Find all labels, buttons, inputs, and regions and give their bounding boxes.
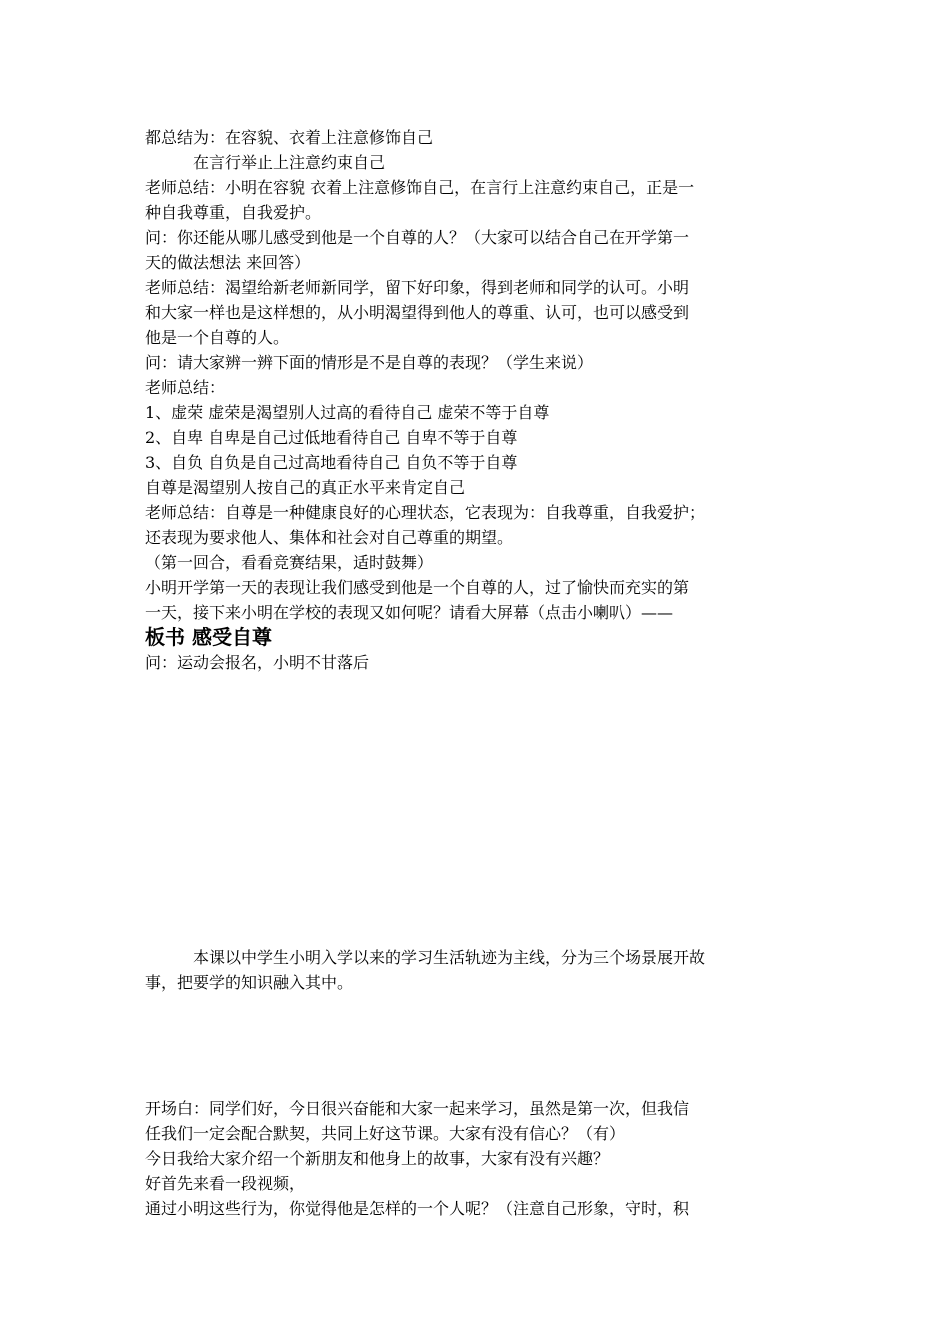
text-line: 都总结为：在容貌、衣着上注意修饰自己 [145,128,434,147]
text-line: 老师总结：小明在容貌 衣着上注意修饰自己，在言行上注意约束自己，正是一 [145,178,695,197]
text-line: 问：你还能从哪儿感受到他是一个自尊的人？（大家可以结合自己在开学第一 [145,228,690,247]
text-line: 任我们一定会配合默契，共同上好这节课。大家有没有信心？（有） [145,1124,626,1143]
text-line: 通过小明这些行为，你觉得他是怎样的一个人呢？（注意自己形象，守时，积 [145,1199,690,1218]
text-line: 种自我尊重，自我爱护。 [145,203,322,222]
text-line: 自尊是渴望别人按自己的真正水平来肯定自己 [145,478,466,497]
text-line: 开场白：同学们好，今日很兴奋能和大家一起来学习，虽然是第一次，但我信 [145,1099,690,1118]
text-line: 老师总结：渴望给新老师新同学，留下好印象，得到老师和同学的认可。小明 [145,278,690,297]
section-c [145,945,810,995]
text-line: 2、自卑 自卑是自己过低地看待自己 自卑不等于自尊 [145,428,518,447]
text-line: （第一回合，看看竞赛结果，适时鼓舞） [145,553,434,572]
text-line: 好首先来看一段视频， [145,1174,306,1193]
text-line: 老师总结：自尊是一种健康良好的心理状态，它表现为：自我尊重，自我爱护； [145,503,706,522]
section-a [145,125,810,675]
text-line: 今日我给大家介绍一个新朋友和他身上的故事，大家有没有兴趣？ [145,1149,610,1168]
text-line: 老师总结： [145,378,226,397]
text-line: 1、虚荣 虚荣是渴望别人过高的看待自己 虚荣不等于自尊 [145,403,550,422]
text-line: 3、自负 自负是自己过高地看待自己 自负不等于自尊 [145,453,518,472]
text-line: 事，把要学的知识融入其中。 [145,973,354,992]
text-line: 小明开学第一天的表现让我们感受到他是一个自尊的人，过了愉快而充实的第 [145,578,690,597]
text-line: 问：请大家辨一辨下面的情形是不是自尊的表现？（学生来说） [145,353,594,372]
text-line: 一天，接下来小明在学校的表现又如何呢？请看大屏幕（点击小喇叭）—— [145,603,674,622]
text-line: 和大家一样也是这样想的，从小明渴望得到他人的尊重、认可，也可以感受到 [145,303,690,322]
text-line: 天的做法想法 来回答） [145,253,311,272]
text-line: 问：运动会报名，小明不甘落后 [145,653,370,672]
text-line: 他是一个自尊的人。 [145,328,290,347]
section-heading: 板书 感受自尊 [145,625,272,649]
text-line: 还表现为要求他人、集体和社会对自己尊重的期望。 [145,528,514,547]
text-line: 本课以中学生小明入学以来的学习生活轨迹为主线，分为三个场景展开故 [193,948,706,967]
section-d [145,1096,810,1221]
text-line: 在言行举止上注意约束自己 [193,153,386,172]
